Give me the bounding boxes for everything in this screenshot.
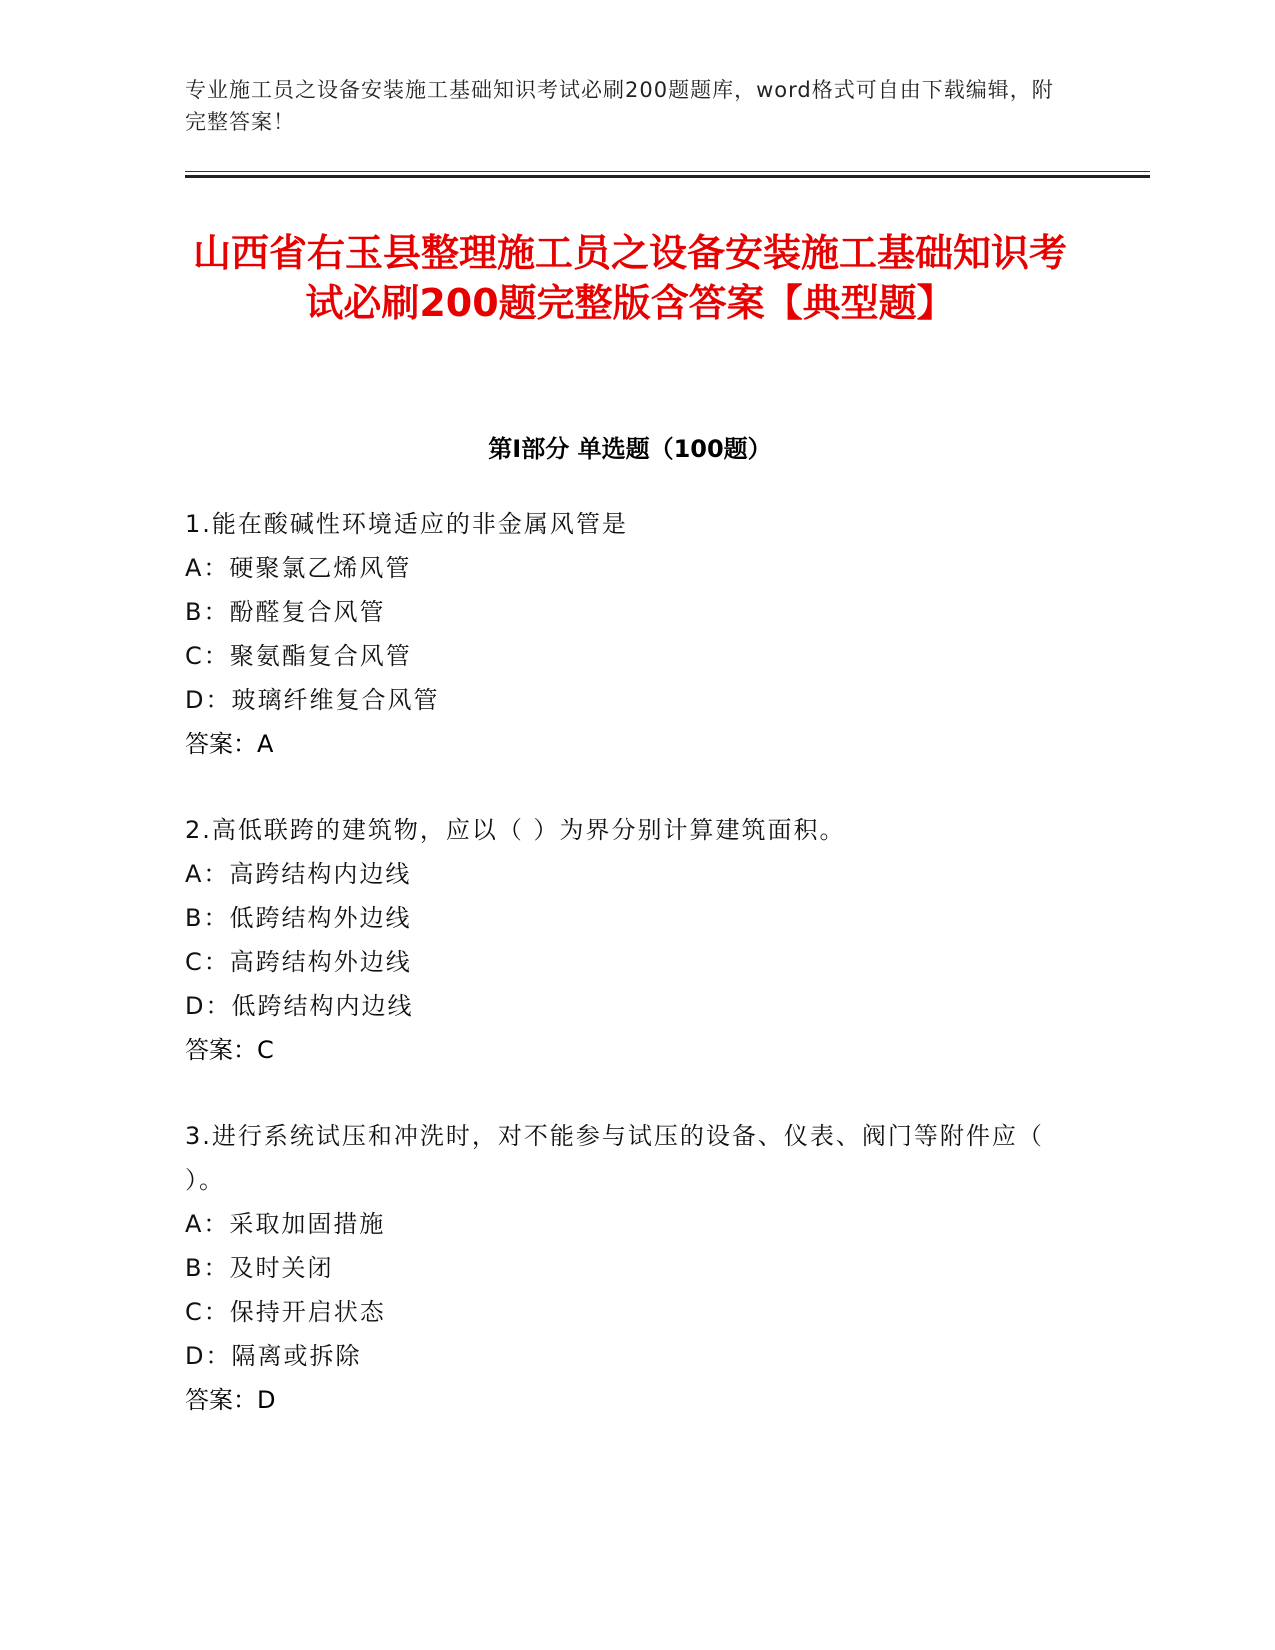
- option-a: A：硬聚氯乙烯风管: [185, 554, 412, 582]
- option-b: B：及时关闭: [185, 1254, 334, 1282]
- option-b: B：低跨结构外边线: [185, 904, 412, 932]
- question-stem: 3.进行系统试压和冲洗时，对不能参与试压的设备、仪表、阀门等附件应（ ）。: [185, 1122, 1044, 1194]
- question-stem: 2.高低联跨的建筑物，应以（ ）为界分别计算建筑面积。: [185, 816, 846, 844]
- question-stem: 1.能在酸碱性环境适应的非金属风管是: [185, 510, 628, 538]
- document-title: 山西省右玉县整理施工员之设备安装施工基础知识考试必刷200题完整版含答案【典型题】: [192, 231, 1067, 325]
- question-1: [185, 502, 1065, 766]
- answer: 答案：C: [185, 1036, 274, 1064]
- option-d: D：低跨结构内边线: [185, 992, 414, 1020]
- option-c: C：高跨结构外边线: [185, 948, 412, 976]
- option-d: D：玻璃纤维复合风管: [185, 686, 440, 714]
- header-note: 专业施工员之设备安装施工基础知识考试必刷200题题库，word格式可自由下载编辑，附完整答案！: [185, 78, 1054, 134]
- question-2: [185, 808, 1065, 1072]
- option-a: A：高跨结构内边线: [185, 860, 412, 888]
- option-c: C：聚氨酯复合风管: [185, 642, 412, 670]
- option-c: C：保持开启状态: [185, 1298, 386, 1326]
- section-title: 第Ⅰ部分 单选题（100题）: [488, 435, 772, 463]
- option-b: B：酚醛复合风管: [185, 598, 386, 626]
- answer: 答案：D: [185, 1386, 276, 1414]
- answer: 答案：A: [185, 730, 274, 758]
- header-divider-thick: [185, 175, 1150, 178]
- option-d: D：隔离或拆除: [185, 1342, 362, 1370]
- header-divider-thin: [185, 171, 1150, 172]
- option-a: A：采取加固措施: [185, 1210, 386, 1238]
- question-3: [185, 1114, 1065, 1422]
